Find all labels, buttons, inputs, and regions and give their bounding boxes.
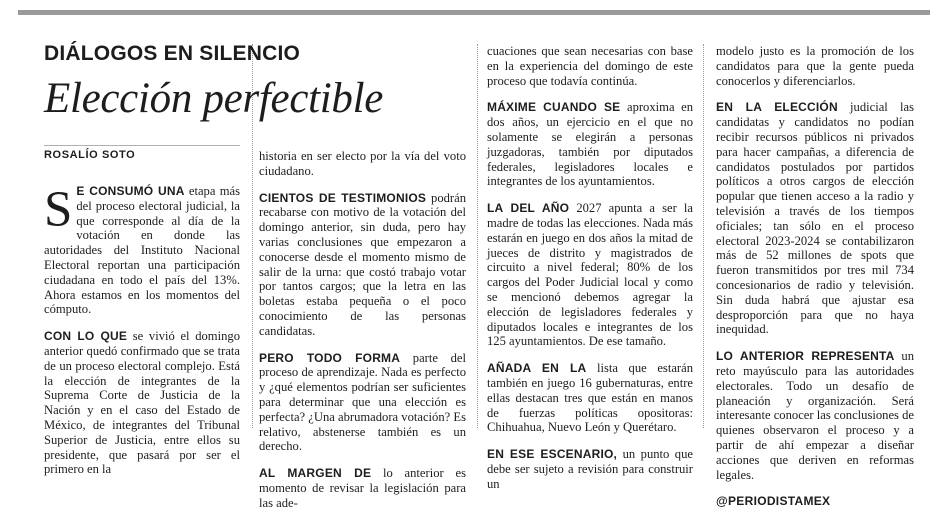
paragraph: [487, 100, 693, 189]
paragraph-lead: LA DEL AÑO: [487, 201, 570, 216]
paragraph-text: judicial las candidatas y candidatos no podían recibir recursos públicos ni privados para hacer campañas, a diferencia de candidatos postulados por partidos políticos a otros cargos de elección popular que tienen acceso a la radio y televisión a través de los tiempos oficiales; tan sólo en el proceso electoral 2023-2024 se contabilizaron más de 52 millones de spots que fueron transmitidos por tres mil 734 concesionarios de radio y televisión. Sin duda habrá que ajustar esa desproporción para que no haya inequidad.: [716, 100, 914, 337]
paragraph: [44, 184, 240, 317]
article-title: Elección perfectible: [44, 75, 384, 122]
paragraph: [487, 361, 693, 435]
section-kicker: DIÁLOGOS EN SILENCIO: [44, 42, 301, 65]
column-3: [487, 44, 693, 504]
paragraph-lead: AÑADA EN LA: [487, 361, 587, 376]
paragraph-text: un reto mayúsculo para las autoridades electorales. Todo un desafío de planeación y organización. Será interesante conocer las conclusiones de quienes observaron el proceso y a partir de ahí empezar a diseñar acciones que deriven en reformas legales.: [716, 349, 914, 482]
paragraph-lead: MÁXIME CUANDO SE: [487, 100, 621, 115]
paragraph-text: etapa más del proceso electoral judicial, la que corresponde al día de la votación en donde las autoridades del Instituto Nacional Electoral reportan una participación ciudadana en todo el país del 13%. Ahora estamos en los momentos del cómputo.: [44, 184, 240, 317]
column-1: [44, 184, 240, 489]
paragraph-text: historia en ser electo por la vía del voto ciudadano.: [259, 149, 466, 178]
paragraph-text: parte del proceso de aprendizaje. Nada es perfecto y ¿qué elementos podrían ser suficientes para determinar que una elección es perfecta? ¿Una abrumadora votación? Es relativo, abstenerse también es un derecho.: [259, 350, 466, 454]
top-rule: [18, 10, 930, 15]
paragraph-lead: EN ESE ESCENARIO,: [487, 447, 618, 462]
paragraph-text: modelo justo es la promoción de los candidatos para que la gente pueda conocerlos y diferenciarlos.: [716, 44, 914, 88]
column-divider: [703, 44, 704, 428]
paragraph: [716, 44, 914, 88]
column-4: [716, 44, 914, 521]
paragraph-text: un punto que debe ser sujeto a revisión para construir un: [487, 447, 693, 491]
paragraph: [716, 100, 914, 337]
paragraph-text: podrán recabarse con motivo de la votación del domingo anterior, sin duda, pero hay varias conclusiones que empezaron a conocerse desde el momento mismo de salir de la urna: que costó trabajo votar por tantos cargos; que la letra en las boletas estaba pequeña o el poco conocimiento de las personas candidatas.: [259, 190, 466, 338]
paragraph: [487, 201, 693, 349]
paragraph-lead: AL MARGEN DE: [259, 466, 372, 481]
paragraph-lead: EN LA ELECCIÓN: [716, 100, 838, 115]
paragraph-lead: E CONSUMÓ UNA: [76, 184, 185, 198]
paragraph: [259, 466, 466, 510]
drop-cap: S: [44, 182, 73, 238]
author-rule: [44, 145, 240, 146]
paragraph: [259, 351, 466, 455]
paragraph-text: se vivió el domingo anterior quedó confirmado que se trata de un proceso electoral complejo. Está la elección de integrantes de la Suprema Corte de Justicia de la Nación y en el caso del Estado de México, de integrantes del Tribunal Superior de Justicia, entre ellos su presidente, que pasará por ser el primero en la: [44, 329, 240, 477]
paragraph-lead: CON LO QUE: [44, 329, 128, 344]
paragraph-text: aproxima en dos años, un ejercicio en el que no solamente se elegirán a personas juzgadoras, también por diputados federales, legisladores locales e integrantes de los ayuntamientos.: [487, 100, 693, 189]
paragraph: [487, 44, 693, 88]
paragraph: [716, 494, 914, 509]
paragraph: [487, 447, 693, 491]
column-divider: [477, 44, 478, 428]
author-handle: @PERIODISTAMEX: [716, 494, 831, 509]
paragraph-text: 2027 apunta a ser la madre de todas las elecciones. Nada más estarán en juego en dos años la mitad de jueces de distrito y magistrados de circuito a nivel federal; 80% de los cargos del Poder Judicial local y como se mencionó debemos agregar la elección de legisladores federales y diputados locales e integrantes de los 125 ayuntamientos. De ese tamaño.: [487, 201, 693, 349]
paragraph-text: lista que estarán también en juego 16 gubernaturas, entre ellas destacan tres que están en manos de fuerzas políticas opositoras: Chihuahua, Nuevo León y Querétaro.: [487, 361, 693, 435]
column-2: [259, 149, 466, 523]
author-byline: ROSALÍO SOTO: [44, 149, 136, 161]
paragraph-text: lo anterior es momento de revisar la legislación para las ade-: [259, 466, 466, 510]
paragraph-lead: PERO TODO FORMA: [259, 350, 401, 365]
paragraph-text: cuaciones que sean necesarias con base en la experiencia del domingo de este proceso que todavía continúa.: [487, 44, 693, 88]
paragraph: [259, 191, 466, 339]
paragraph-lead: CIENTOS DE TESTIMONIOS: [259, 190, 427, 205]
paragraph: [44, 329, 240, 477]
paragraph: [259, 149, 466, 179]
paragraph: [716, 349, 914, 482]
paragraph-lead: LO ANTERIOR REPRESENTA: [716, 349, 895, 364]
